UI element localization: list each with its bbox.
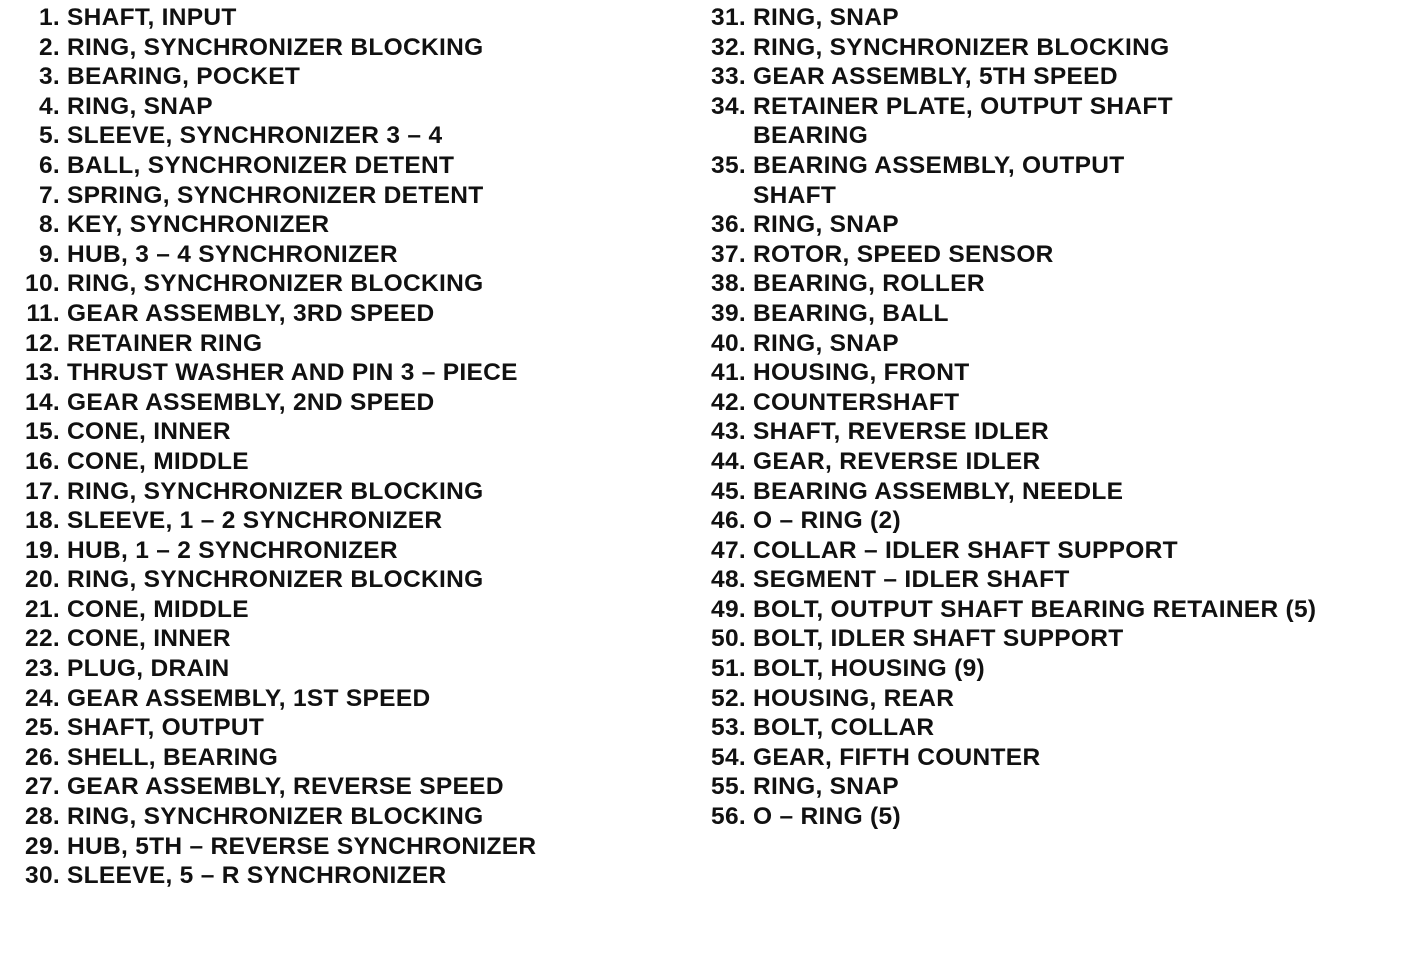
part-description: CONE, MIDDLE bbox=[67, 595, 249, 623]
parts-list-item bbox=[694, 33, 1404, 63]
part-description: RING, SYNCHRONIZER BLOCKING bbox=[67, 33, 484, 61]
part-number: 26. bbox=[25, 743, 60, 771]
part-number: 2. bbox=[38, 33, 60, 61]
part-description: GEAR, REVERSE IDLER bbox=[753, 447, 1041, 475]
part-description: GEAR, FIFTH COUNTER bbox=[753, 743, 1041, 771]
part-number: 15. bbox=[25, 418, 60, 446]
parts-list-item bbox=[694, 477, 1404, 507]
part-number: 31. bbox=[711, 4, 746, 31]
part-number: 45. bbox=[711, 477, 746, 505]
parts-list-item bbox=[694, 772, 1404, 802]
parts-list-item bbox=[694, 536, 1404, 566]
part-description: BOLT, OUTPUT SHAFT BEARING RETAINER (5) bbox=[753, 595, 1317, 623]
parts-list-item bbox=[694, 447, 1404, 477]
parts-list-item bbox=[8, 595, 648, 625]
part-number: 40. bbox=[711, 329, 746, 357]
parts-list-item bbox=[694, 417, 1404, 447]
part-number: 48. bbox=[711, 566, 746, 594]
part-description: RING, SNAP bbox=[753, 773, 899, 801]
part-description: RING, SYNCHRONIZER BLOCKING bbox=[67, 566, 484, 594]
parts-list-item bbox=[694, 565, 1404, 595]
part-description: COLLAR – IDLER SHAFT SUPPORT bbox=[753, 536, 1178, 564]
parts-list-item bbox=[8, 684, 648, 714]
parts-list-item bbox=[8, 624, 648, 654]
part-description: BEARING, ROLLER bbox=[753, 270, 985, 298]
part-number: 28. bbox=[25, 803, 60, 831]
part-description: SLEEVE, SYNCHRONIZER 3 – 4 bbox=[67, 122, 443, 150]
part-number: 20. bbox=[25, 566, 60, 594]
parts-list-item bbox=[8, 477, 648, 507]
part-number: 9. bbox=[38, 240, 60, 268]
part-number: 7. bbox=[38, 181, 60, 209]
part-description: SHELL, BEARING bbox=[67, 743, 279, 771]
parts-list-item bbox=[8, 832, 648, 862]
part-description: RING, SYNCHRONIZER BLOCKING bbox=[753, 33, 1170, 61]
part-description: GEAR ASSEMBLY, 1ST SPEED bbox=[67, 684, 431, 712]
part-number: 44. bbox=[711, 447, 746, 475]
part-description: HUB, 5TH – REVERSE SYNCHRONIZER bbox=[67, 832, 537, 860]
part-description: RING, SYNCHRONIZER BLOCKING bbox=[67, 803, 484, 831]
part-description: GEAR ASSEMBLY, REVERSE SPEED bbox=[67, 773, 504, 801]
part-description: SHAFT, REVERSE IDLER bbox=[753, 418, 1049, 446]
part-number: 18. bbox=[25, 507, 60, 535]
parts-list-item bbox=[694, 269, 1404, 299]
part-description: CONE, MIDDLE bbox=[67, 447, 249, 475]
part-description: GEAR ASSEMBLY, 3RD SPEED bbox=[67, 299, 435, 327]
part-number: 42. bbox=[711, 388, 746, 416]
parts-list-item bbox=[8, 329, 648, 359]
part-number: 49. bbox=[711, 595, 746, 623]
part-number: 39. bbox=[711, 299, 746, 327]
parts-list-item bbox=[694, 624, 1404, 654]
part-number: 22. bbox=[25, 625, 60, 653]
parts-list-item bbox=[694, 329, 1404, 359]
part-number: 16. bbox=[25, 447, 60, 475]
parts-list-item bbox=[8, 3, 648, 33]
part-number: 50. bbox=[711, 625, 746, 653]
part-description: HUB, 1 – 2 SYNCHRONIZER bbox=[67, 536, 398, 564]
parts-list-item bbox=[694, 299, 1404, 329]
part-description: SLEEVE, 1 – 2 SYNCHRONIZER bbox=[67, 507, 443, 535]
part-number: 19. bbox=[25, 536, 60, 564]
parts-list-item bbox=[694, 151, 1404, 210]
part-description: BALL, SYNCHRONIZER DETENT bbox=[67, 151, 455, 179]
parts-list-item bbox=[8, 506, 648, 536]
parts-list-item bbox=[8, 565, 648, 595]
part-number: 33. bbox=[711, 63, 746, 91]
part-number: 51. bbox=[711, 655, 746, 683]
parts-list-right-column bbox=[694, 3, 1404, 832]
part-description: SHAFT, OUTPUT bbox=[67, 714, 265, 742]
parts-list-item bbox=[8, 299, 648, 329]
part-number: 17. bbox=[25, 477, 60, 505]
part-number: 41. bbox=[711, 359, 746, 387]
parts-list-item bbox=[8, 92, 648, 122]
parts-list-item bbox=[694, 743, 1404, 773]
parts-list-item bbox=[8, 536, 648, 566]
parts-list-item bbox=[694, 3, 1404, 33]
part-description: CONE, INNER bbox=[67, 625, 231, 653]
part-description: GEAR ASSEMBLY, 2ND SPEED bbox=[67, 388, 435, 416]
part-number: 47. bbox=[711, 536, 746, 564]
part-number: 54. bbox=[711, 743, 746, 771]
parts-list-item bbox=[694, 713, 1404, 743]
part-description: BEARING, BALL bbox=[753, 299, 949, 327]
part-number: 1. bbox=[38, 4, 60, 31]
parts-list-item bbox=[694, 210, 1404, 240]
part-number: 5. bbox=[38, 122, 60, 150]
part-number: 14. bbox=[25, 388, 60, 416]
part-description: RETAINER RING bbox=[67, 329, 263, 357]
part-description: GEAR ASSEMBLY, 5TH SPEED bbox=[753, 63, 1118, 91]
part-number: 53. bbox=[711, 714, 746, 742]
part-number: 8. bbox=[38, 211, 60, 239]
parts-list-item bbox=[8, 388, 648, 418]
parts-list-item bbox=[694, 506, 1404, 536]
part-description: SHAFT, INPUT bbox=[67, 4, 237, 31]
part-number: 52. bbox=[711, 684, 746, 712]
part-description: RING, SNAP bbox=[753, 4, 899, 31]
part-description: RING, SNAP bbox=[753, 329, 899, 357]
parts-list-item bbox=[694, 654, 1404, 684]
parts-list-item bbox=[8, 358, 648, 388]
part-description: RING, SNAP bbox=[753, 211, 899, 239]
part-description: O – RING (5) bbox=[753, 803, 901, 831]
parts-list-item bbox=[8, 713, 648, 743]
parts-list-item bbox=[8, 802, 648, 832]
part-description: BEARING ASSEMBLY, OUTPUT SHAFT bbox=[753, 151, 1125, 209]
parts-list-item bbox=[8, 654, 648, 684]
parts-list-item bbox=[8, 121, 648, 151]
part-description: BEARING ASSEMBLY, NEEDLE bbox=[753, 477, 1124, 505]
parts-list-item bbox=[8, 62, 648, 92]
part-description: PLUG, DRAIN bbox=[67, 655, 230, 683]
part-number: 27. bbox=[25, 773, 60, 801]
part-description: RETAINER PLATE, OUTPUT SHAFT BEARING bbox=[753, 92, 1173, 150]
part-number: 43. bbox=[711, 418, 746, 446]
parts-list-item bbox=[694, 388, 1404, 418]
part-number: 35. bbox=[711, 151, 746, 179]
part-number: 46. bbox=[711, 507, 746, 535]
part-number: 55. bbox=[711, 773, 746, 801]
part-description: HUB, 3 – 4 SYNCHRONIZER bbox=[67, 240, 398, 268]
part-number: 32. bbox=[711, 33, 746, 61]
part-description: O – RING (2) bbox=[753, 507, 901, 535]
part-number: 56. bbox=[711, 803, 746, 831]
parts-list-item bbox=[8, 269, 648, 299]
part-description: RING, SNAP bbox=[67, 92, 213, 120]
part-number: 3. bbox=[38, 63, 60, 91]
part-number: 12. bbox=[25, 329, 60, 357]
parts-list-item bbox=[694, 240, 1404, 270]
parts-list-item bbox=[8, 861, 648, 891]
part-description: SLEEVE, 5 – R SYNCHRONIZER bbox=[67, 862, 447, 890]
part-description: SEGMENT – IDLER SHAFT bbox=[753, 566, 1070, 594]
part-number: 37. bbox=[711, 240, 746, 268]
parts-list-item bbox=[8, 417, 648, 447]
part-description: BOLT, IDLER SHAFT SUPPORT bbox=[753, 625, 1124, 653]
part-number: 29. bbox=[25, 832, 60, 860]
part-number: 38. bbox=[711, 270, 746, 298]
part-number: 4. bbox=[38, 92, 60, 120]
part-description: CONE, INNER bbox=[67, 418, 231, 446]
part-description: THRUST WASHER AND PIN 3 – PIECE bbox=[67, 359, 518, 387]
part-number: 21. bbox=[25, 595, 60, 623]
parts-list-item bbox=[8, 447, 648, 477]
part-description: HOUSING, REAR bbox=[753, 684, 955, 712]
part-description: BOLT, COLLAR bbox=[753, 714, 935, 742]
parts-list-item bbox=[8, 210, 648, 240]
part-description: BOLT, HOUSING (9) bbox=[753, 655, 985, 683]
part-number: 25. bbox=[25, 714, 60, 742]
parts-list-item bbox=[8, 772, 648, 802]
part-number: 13. bbox=[25, 359, 60, 387]
part-number: 11. bbox=[26, 299, 60, 327]
parts-list-item bbox=[694, 802, 1404, 832]
part-description: HOUSING, FRONT bbox=[753, 359, 970, 387]
parts-list-item bbox=[8, 33, 648, 63]
parts-list-item bbox=[694, 684, 1404, 714]
part-description: ROTOR, SPEED SENSOR bbox=[753, 240, 1054, 268]
part-number: 36. bbox=[711, 211, 746, 239]
part-number: 10. bbox=[25, 270, 60, 298]
parts-list-item bbox=[8, 240, 648, 270]
part-description: BEARING, POCKET bbox=[67, 63, 301, 91]
parts-list-item bbox=[694, 62, 1404, 92]
parts-list-left-column bbox=[8, 3, 648, 891]
part-description: SPRING, SYNCHRONIZER DETENT bbox=[67, 181, 484, 209]
part-description: COUNTERSHAFT bbox=[753, 388, 960, 416]
part-number: 30. bbox=[25, 862, 60, 890]
part-description: KEY, SYNCHRONIZER bbox=[67, 211, 330, 239]
part-number: 6. bbox=[38, 151, 60, 179]
part-description: RING, SYNCHRONIZER BLOCKING bbox=[67, 477, 484, 505]
part-number: 34. bbox=[711, 92, 746, 120]
parts-list-item bbox=[694, 92, 1404, 151]
part-description: RING, SYNCHRONIZER BLOCKING bbox=[67, 270, 484, 298]
part-number: 24. bbox=[25, 684, 60, 712]
parts-list-item bbox=[8, 151, 648, 181]
parts-list-item bbox=[8, 181, 648, 211]
parts-list-item bbox=[8, 743, 648, 773]
parts-list-item bbox=[694, 358, 1404, 388]
part-number: 23. bbox=[25, 655, 60, 683]
parts-list-item bbox=[694, 595, 1404, 625]
